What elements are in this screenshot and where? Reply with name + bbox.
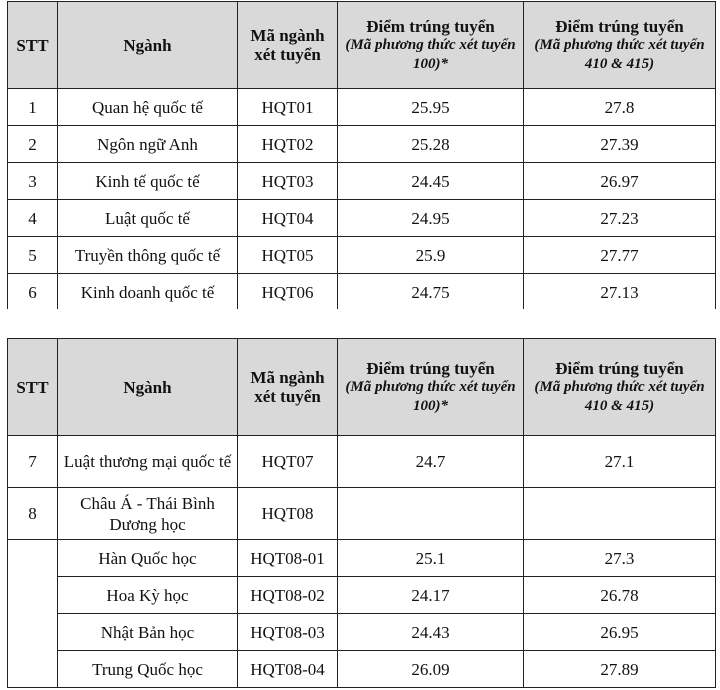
cell-diem-100: 25.28 (338, 126, 524, 163)
cell-diem-410: 27.3 (524, 540, 716, 577)
cell-diem-410: 27.77 (524, 237, 716, 274)
cell-diem-100: 25.95 (338, 89, 524, 126)
admission-scores-table-1 (7, 1, 716, 311)
cell-nganh: Kinh tế quốc tế (58, 163, 238, 200)
cell-nganh: Trung Quốc học (58, 651, 238, 688)
cell-diem-100: 24.95 (338, 200, 524, 237)
table-row (8, 436, 716, 488)
table-row (8, 274, 716, 311)
cell-nganh: Truyền thông quốc tế (58, 237, 238, 274)
table-row (8, 89, 716, 126)
cell-diem-100: 24.7 (338, 436, 524, 488)
cell-ma-nganh: HQT07 (238, 436, 338, 488)
header-diem-100 (338, 339, 524, 436)
cell-stt (8, 540, 58, 688)
cell-ma-nganh: HQT05 (238, 237, 338, 274)
cell-nganh: Ngôn ngữ Anh (58, 126, 238, 163)
header-diem-100-main: Điểm trúng tuyển (366, 16, 495, 36)
cell-ma-nganh: HQT06 (238, 274, 338, 311)
cell-diem-100: 24.45 (338, 163, 524, 200)
cell-stt: 6 (8, 274, 58, 311)
header-nganh: Ngành (58, 339, 238, 436)
cell-diem-100: 25.9 (338, 237, 524, 274)
table-row (8, 577, 716, 614)
cell-diem-100: 24.75 (338, 274, 524, 311)
cell-diem-100: 24.43 (338, 614, 524, 651)
cell-ma-nganh: HQT08 (238, 488, 338, 540)
cell-ma-nganh: HQT08-01 (238, 540, 338, 577)
header-diem-100-main: Điểm trúng tuyển (366, 358, 495, 378)
header-diem-410-sub: (Mã phương thức xét tuyển 410 & 415) (534, 36, 705, 72)
header-diem-410 (524, 2, 716, 89)
cell-ma-nganh: HQT03 (238, 163, 338, 200)
admission-scores-table-2 (7, 338, 716, 688)
cell-diem-410: 27.39 (524, 126, 716, 163)
cell-diem-100: 25.1 (338, 540, 524, 577)
header-ma-nganh: Mã ngành xét tuyển (238, 339, 338, 436)
header-nganh: Ngành (58, 2, 238, 89)
cell-diem-410: 27.23 (524, 200, 716, 237)
cell-diem-410: 26.97 (524, 163, 716, 200)
cell-diem-100: 24.17 (338, 577, 524, 614)
header-diem-100-sub: (Mã phương thức xét tuyển 100)* (345, 378, 516, 414)
header-diem-100 (338, 2, 524, 89)
table-row (8, 614, 716, 651)
header-diem-100-sub: (Mã phương thức xét tuyển 100)* (345, 36, 516, 72)
table-row (8, 200, 716, 237)
table-row (8, 540, 716, 577)
cell-ma-nganh: HQT01 (238, 89, 338, 126)
cell-diem-410: 27.89 (524, 651, 716, 688)
table-row (8, 163, 716, 200)
cell-nganh: Quan hệ quốc tế (58, 89, 238, 126)
table-row (8, 651, 716, 688)
cell-ma-nganh: HQT02 (238, 126, 338, 163)
cell-nganh: Luật quốc tế (58, 200, 238, 237)
cell-diem-410: 26.95 (524, 614, 716, 651)
cell-diem-410: 26.78 (524, 577, 716, 614)
header-diem-410-sub: (Mã phương thức xét tuyển 410 & 415) (534, 378, 705, 414)
cell-stt: 5 (8, 237, 58, 274)
header-diem-410 (524, 339, 716, 436)
cell-diem-410: 27.8 (524, 89, 716, 126)
cell-ma-nganh: HQT08-03 (238, 614, 338, 651)
cell-nganh: Luật thương mại quốc tế (58, 436, 238, 488)
cell-ma-nganh: HQT04 (238, 200, 338, 237)
cell-diem-100: 26.09 (338, 651, 524, 688)
table-row (8, 126, 716, 163)
cell-nganh: Nhật Bản học (58, 614, 238, 651)
cell-ma-nganh: HQT08-02 (238, 577, 338, 614)
cell-nganh: Hàn Quốc học (58, 540, 238, 577)
cell-stt: 7 (8, 436, 58, 488)
cell-stt: 4 (8, 200, 58, 237)
cell-stt: 3 (8, 163, 58, 200)
cell-diem-410 (524, 488, 716, 540)
cell-stt: 8 (8, 488, 58, 540)
cell-diem-410: 27.1 (524, 436, 716, 488)
table-header-row (8, 2, 716, 89)
cell-ma-nganh: HQT08-04 (238, 651, 338, 688)
header-ma-nganh: Mã ngành xét tuyển (238, 2, 338, 89)
cell-diem-100 (338, 488, 524, 540)
table-gap (0, 309, 720, 337)
cell-nganh: Châu Á - Thái Bình Dương học (58, 488, 238, 540)
cell-stt: 2 (8, 126, 58, 163)
cell-nganh: Kinh doanh quốc tế (58, 274, 238, 311)
header-stt: STT (8, 339, 58, 436)
header-diem-410-main: Điểm trúng tuyển (555, 16, 684, 36)
header-stt: STT (8, 2, 58, 89)
header-diem-410-main: Điểm trúng tuyển (555, 358, 684, 378)
table-header-row (8, 339, 716, 436)
cell-diem-410: 27.13 (524, 274, 716, 311)
cell-nganh: Hoa Kỳ học (58, 577, 238, 614)
table-row (8, 488, 716, 540)
cell-stt: 1 (8, 89, 58, 126)
table-row (8, 237, 716, 274)
